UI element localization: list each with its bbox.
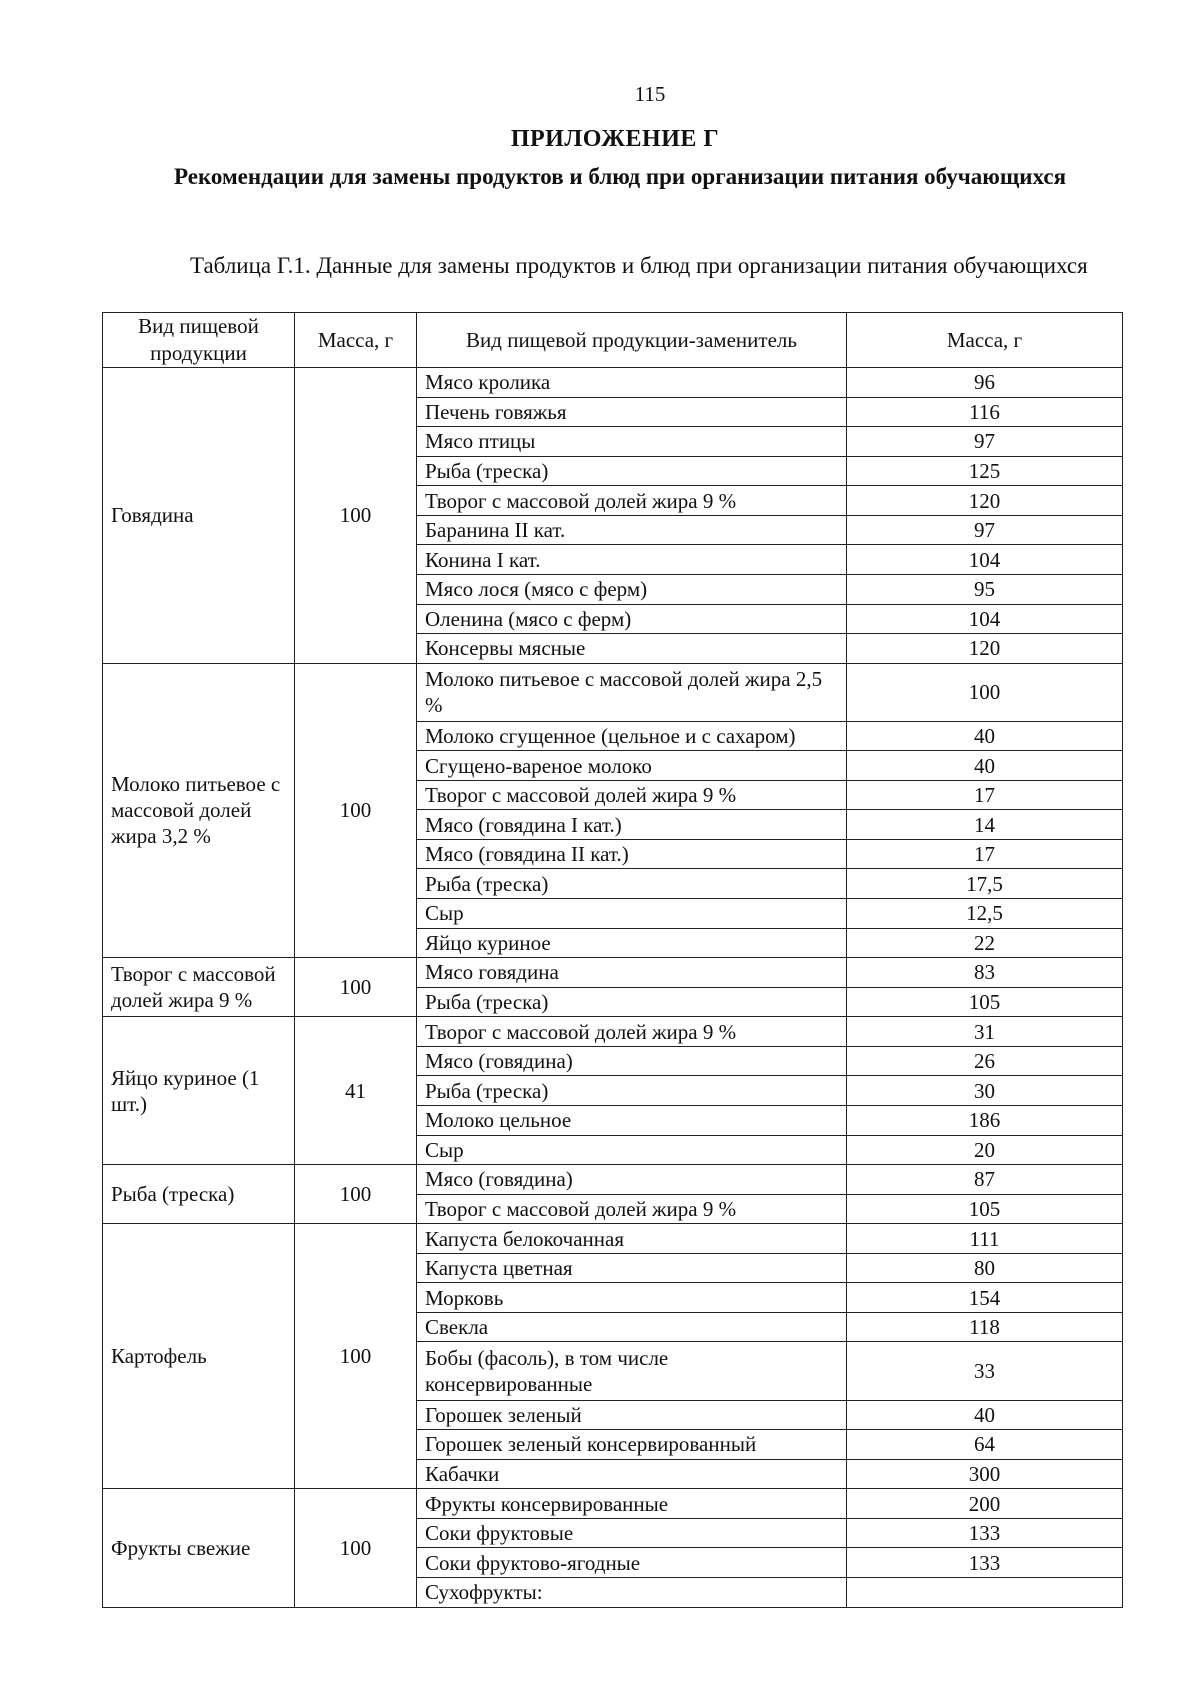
- substitute-name-cell: Капуста белокочанная: [417, 1224, 847, 1254]
- substitute-mass-cell: 118: [847, 1312, 1123, 1342]
- substitute-name-cell: Мясо птицы: [417, 427, 847, 457]
- table-row: [103, 663, 1123, 721]
- substitute-mass-cell: 83: [847, 958, 1123, 988]
- substitute-mass-cell: 120: [847, 634, 1123, 664]
- substitute-mass-cell: 40: [847, 721, 1123, 751]
- table-header-row: [103, 313, 1123, 368]
- substitute-mass-cell: 104: [847, 604, 1123, 634]
- base-mass-cell: 100: [295, 1489, 417, 1608]
- substitute-name-cell: Сухофрукты:: [417, 1577, 847, 1607]
- substitute-name-cell: Творог с массовой долей жира 9 %: [417, 780, 847, 810]
- base-mass-cell: 100: [295, 663, 417, 958]
- header-product: Вид пищевой продукции: [103, 313, 295, 368]
- substitute-mass-cell: 111: [847, 1224, 1123, 1254]
- substitute-name-cell: Мясо (говядина II кат.): [417, 839, 847, 869]
- table-row: [103, 1165, 1123, 1195]
- header-substitute-mass: Масса, г: [847, 313, 1123, 368]
- substitute-mass-cell: 186: [847, 1105, 1123, 1135]
- base-mass-cell: 100: [295, 1224, 417, 1489]
- document-heading: Рекомендации для замены продуктов и блюд при организации питания обучающихся: [173, 164, 1067, 189]
- substitute-mass-cell: 104: [847, 545, 1123, 575]
- appendix-title: ПРИЛОЖЕНИЕ Г: [510, 126, 720, 152]
- substitute-name-cell: Молоко цельное: [417, 1105, 847, 1135]
- substitute-mass-cell: 17: [847, 780, 1123, 810]
- substitute-mass-cell: 125: [847, 456, 1123, 486]
- substitute-name-cell: Горошек зеленый консервированный: [417, 1430, 847, 1460]
- substitute-mass-cell: 17,5: [847, 869, 1123, 899]
- substitute-mass-cell: 40: [847, 1400, 1123, 1430]
- substitute-mass-cell: [847, 1577, 1123, 1607]
- table-caption: Таблица Г.1. Данные для замены продуктов и блюд при организации питания обучающихся: [190, 253, 1088, 278]
- substitute-mass-cell: 17: [847, 839, 1123, 869]
- substitute-mass-cell: 14: [847, 810, 1123, 840]
- table-row: [103, 368, 1123, 398]
- base-product-cell: Картофель: [103, 1224, 295, 1489]
- base-mass-cell: 100: [295, 958, 417, 1017]
- substitution-table: [102, 312, 1123, 1608]
- table-row: [103, 1224, 1123, 1254]
- table-row: [103, 1489, 1123, 1519]
- page-number: 115: [634, 82, 666, 106]
- substitute-mass-cell: 100: [847, 663, 1123, 721]
- substitute-name-cell: Рыба (треска): [417, 869, 847, 899]
- substitute-name-cell: Баранина II кат.: [417, 515, 847, 545]
- substitute-name-cell: Рыба (треска): [417, 456, 847, 486]
- base-mass-cell: 41: [295, 1017, 417, 1165]
- table-row: [103, 1017, 1123, 1047]
- substitute-mass-cell: 105: [847, 1194, 1123, 1224]
- substitute-mass-cell: 12,5: [847, 899, 1123, 929]
- substitute-name-cell: Молоко сгущенное (цельное и с сахаром): [417, 721, 847, 751]
- substitute-name-cell: Соки фруктовые: [417, 1518, 847, 1548]
- substitute-name-cell: Капуста цветная: [417, 1253, 847, 1283]
- substitute-mass-cell: 96: [847, 368, 1123, 398]
- substitute-mass-cell: 33: [847, 1342, 1123, 1400]
- base-product-cell: Рыба (треска): [103, 1165, 295, 1224]
- table-row: [103, 958, 1123, 988]
- substitute-name-cell: Соки фруктово-ягодные: [417, 1548, 847, 1578]
- substitute-mass-cell: 87: [847, 1165, 1123, 1195]
- substitute-name-cell: Мясо лося (мясо с ферм): [417, 574, 847, 604]
- substitute-name-cell: Мясо кролика: [417, 368, 847, 398]
- substitute-name-cell: Творог с массовой долей жира 9 %: [417, 486, 847, 516]
- substitute-name-cell: Мясо (говядина): [417, 1165, 847, 1195]
- substitute-mass-cell: 22: [847, 928, 1123, 958]
- substitute-mass-cell: 95: [847, 574, 1123, 604]
- substitute-mass-cell: 97: [847, 515, 1123, 545]
- substitute-name-cell: Рыба (треска): [417, 987, 847, 1017]
- table-body: [103, 368, 1123, 1608]
- base-mass-cell: 100: [295, 1165, 417, 1224]
- substitute-name-cell: Мясо говядина: [417, 958, 847, 988]
- substitute-name-cell: Морковь: [417, 1283, 847, 1313]
- substitute-mass-cell: 133: [847, 1518, 1123, 1548]
- substitute-name-cell: Бобы (фасоль), в том числе консервированные: [417, 1342, 847, 1400]
- substitute-name-cell: Оленина (мясо с ферм): [417, 604, 847, 634]
- substitute-mass-cell: 30: [847, 1076, 1123, 1106]
- substitute-name-cell: Сыр: [417, 899, 847, 929]
- substitute-mass-cell: 105: [847, 987, 1123, 1017]
- substitute-name-cell: Сыр: [417, 1135, 847, 1165]
- substitute-name-cell: Консервы мясные: [417, 634, 847, 664]
- substitute-name-cell: Рыба (треска): [417, 1076, 847, 1106]
- base-product-cell: Творог с массовой долей жира 9 %: [103, 958, 295, 1017]
- base-product-cell: Говядина: [103, 368, 295, 664]
- substitute-name-cell: Кабачки: [417, 1459, 847, 1489]
- substitute-name-cell: Печень говяжья: [417, 397, 847, 427]
- header-mass: Масса, г: [295, 313, 417, 368]
- substitute-mass-cell: 26: [847, 1046, 1123, 1076]
- substitute-name-cell: Горошек зеленый: [417, 1400, 847, 1430]
- substitute-name-cell: Яйцо куриное: [417, 928, 847, 958]
- base-product-cell: Яйцо куриное (1 шт.): [103, 1017, 295, 1165]
- substitute-name-cell: Творог с массовой долей жира 9 %: [417, 1017, 847, 1047]
- substitute-name-cell: Фрукты консервированные: [417, 1489, 847, 1519]
- substitute-name-cell: Творог с массовой долей жира 9 %: [417, 1194, 847, 1224]
- substitute-name-cell: Мясо (говядина): [417, 1046, 847, 1076]
- base-product-cell: Фрукты свежие: [103, 1489, 295, 1608]
- substitute-name-cell: Молоко питьевое с массовой долей жира 2,5 %: [417, 663, 847, 721]
- substitute-mass-cell: 154: [847, 1283, 1123, 1313]
- base-mass-cell: 100: [295, 368, 417, 664]
- substitute-mass-cell: 133: [847, 1548, 1123, 1578]
- substitute-mass-cell: 116: [847, 397, 1123, 427]
- substitute-name-cell: Сгущено-вареное молоко: [417, 751, 847, 781]
- substitute-name-cell: Конина I кат.: [417, 545, 847, 575]
- substitute-name-cell: Свекла: [417, 1312, 847, 1342]
- substitute-mass-cell: 120: [847, 486, 1123, 516]
- substitute-mass-cell: 20: [847, 1135, 1123, 1165]
- substitute-mass-cell: 64: [847, 1430, 1123, 1460]
- substitute-mass-cell: 40: [847, 751, 1123, 781]
- substitute-mass-cell: 97: [847, 427, 1123, 457]
- substitute-name-cell: Мясо (говядина I кат.): [417, 810, 847, 840]
- header-substitute: Вид пищевой продукции-заменитель: [417, 313, 847, 368]
- substitute-mass-cell: 31: [847, 1017, 1123, 1047]
- substitute-mass-cell: 200: [847, 1489, 1123, 1519]
- substitute-mass-cell: 80: [847, 1253, 1123, 1283]
- substitute-mass-cell: 300: [847, 1459, 1123, 1489]
- base-product-cell: Молоко питьевое с массовой долей жира 3,2 %: [103, 663, 295, 958]
